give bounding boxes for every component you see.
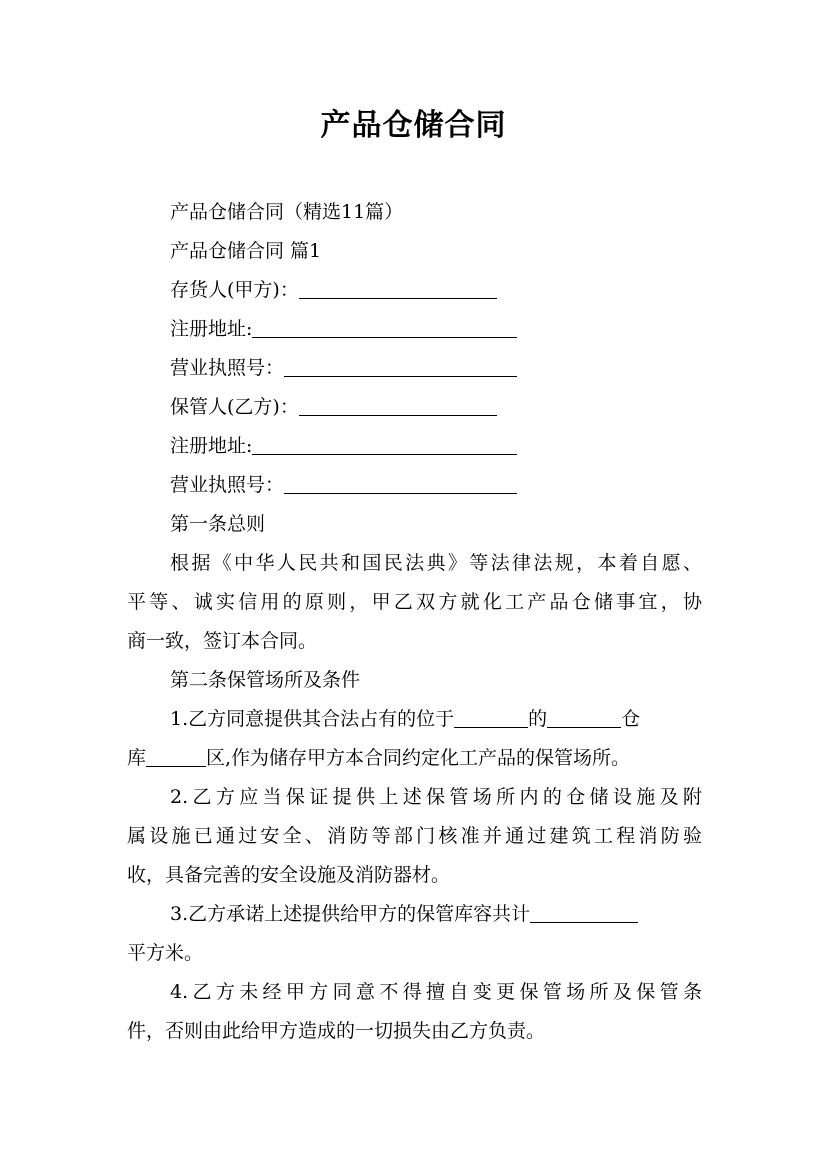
clause-2-line-3: 收，具备完善的安全设施及消防器材。	[127, 864, 451, 886]
clause-1-line-2	[127, 739, 702, 778]
party-b-line	[170, 388, 702, 427]
party-b-address-line	[170, 427, 702, 466]
clause-2-line-2: 属设施已通过安全、消防等部门核准并通过建筑工程消防验	[127, 825, 702, 847]
party-b-label: 保管人(乙方)：	[170, 396, 299, 418]
article-1-heading: 第一条总则	[170, 513, 266, 535]
clause-2-line-1: 2.乙方应当保证提供上述保管场所内的仓储设施及附	[170, 786, 702, 808]
chapter-heading: 产品仓储合同 篇1	[170, 240, 322, 262]
clause-1-blank-1	[454, 707, 528, 728]
party-a-license-label: 营业执照号：	[170, 357, 285, 379]
intro-line: 产品仓储合同（精选11篇）	[170, 201, 404, 223]
clause-1-text-d: 库	[127, 747, 147, 769]
party-b-license-blank	[284, 473, 517, 494]
party-a-license-blank	[284, 356, 517, 377]
party-a-license-line	[170, 349, 702, 388]
article-1-text-2: 平等、诚实信用的原则，甲乙双方就化工产品仓储事宜，协	[127, 591, 702, 613]
clause-1-text-b: 的	[528, 708, 548, 730]
document-title: 产品仓储合同	[320, 108, 507, 143]
party-a-address-label: 注册地址:	[170, 318, 253, 340]
party-b-blank	[299, 395, 497, 416]
clause-1-text-e: 区,作为储存甲方本合同约定化工产品的保管场所。	[206, 747, 631, 769]
party-b-address-blank	[252, 434, 517, 455]
clause-4-line-2: 件，否则由此给甲方造成的一切损失由乙方负责。	[127, 1020, 546, 1042]
clause-3-text: 3.乙方承诺上述提供给甲方的保管库容共计	[170, 903, 531, 925]
party-b-license-line	[170, 466, 702, 505]
clause-1-text-c: 仓	[621, 708, 641, 730]
party-a-address-line	[170, 310, 702, 349]
clause-1-blank-2	[547, 707, 621, 728]
article-1-text-3: 商一致，签订本合同。	[127, 630, 318, 652]
party-b-license-label: 营业执照号：	[170, 474, 285, 496]
clause-3-line-1	[170, 895, 702, 934]
party-a-blank	[299, 278, 497, 299]
party-b-address-label: 注册地址:	[170, 435, 253, 457]
clause-1-line-1	[170, 700, 702, 739]
party-a-address-blank	[252, 317, 517, 338]
party-a-label: 存货人(甲方)：	[170, 279, 299, 301]
clause-3-line-2: 平方米。	[127, 942, 204, 964]
clause-1-blank-3	[146, 746, 206, 767]
party-a-line	[170, 271, 702, 310]
clause-3-blank	[530, 902, 638, 923]
clause-1-text-a: 1.乙方同意提供其合法占有的位于	[170, 708, 455, 730]
article-2-heading: 第二条保管场所及条件	[170, 669, 361, 691]
article-1-text-1: 根据《中华人民共和国民法典》等法律法规，本着自愿、	[170, 552, 702, 574]
clause-4-line-1: 4.乙方未经甲方同意不得擅自变更保管场所及保管条	[170, 981, 702, 1003]
